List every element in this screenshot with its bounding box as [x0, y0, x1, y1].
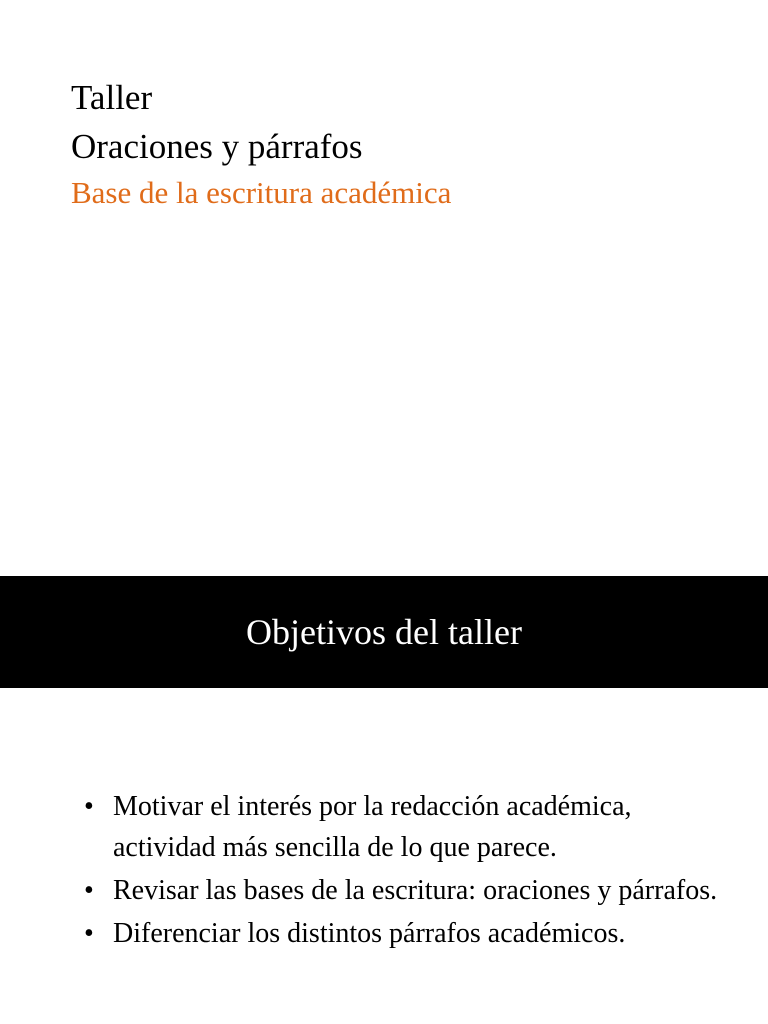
- slide-title-line-2: Oraciones y párrafos: [71, 127, 363, 166]
- objective-item: [84, 786, 724, 868]
- objective-item: [84, 870, 724, 911]
- objective-text: Motivar el interés por la redacción académica, actividad más sencilla de lo que parece.: [113, 791, 632, 863]
- bullet-icon: •: [84, 875, 94, 906]
- slide-subtitle: Base de la escritura académica: [71, 175, 452, 210]
- objective-item: [84, 913, 724, 954]
- objective-text: Diferenciar los distintos párrafos académicos.: [113, 918, 626, 949]
- objectives-list: [84, 786, 724, 956]
- objective-text: Revisar las bases de la escritura: oraciones y párrafos.: [113, 875, 718, 906]
- slide-title-line-1: Taller: [71, 78, 153, 117]
- objectives-slide-header: [0, 576, 768, 688]
- objectives-title: Objetivos del taller: [246, 612, 522, 652]
- bullet-icon: •: [84, 791, 94, 822]
- bullet-icon: •: [84, 918, 94, 949]
